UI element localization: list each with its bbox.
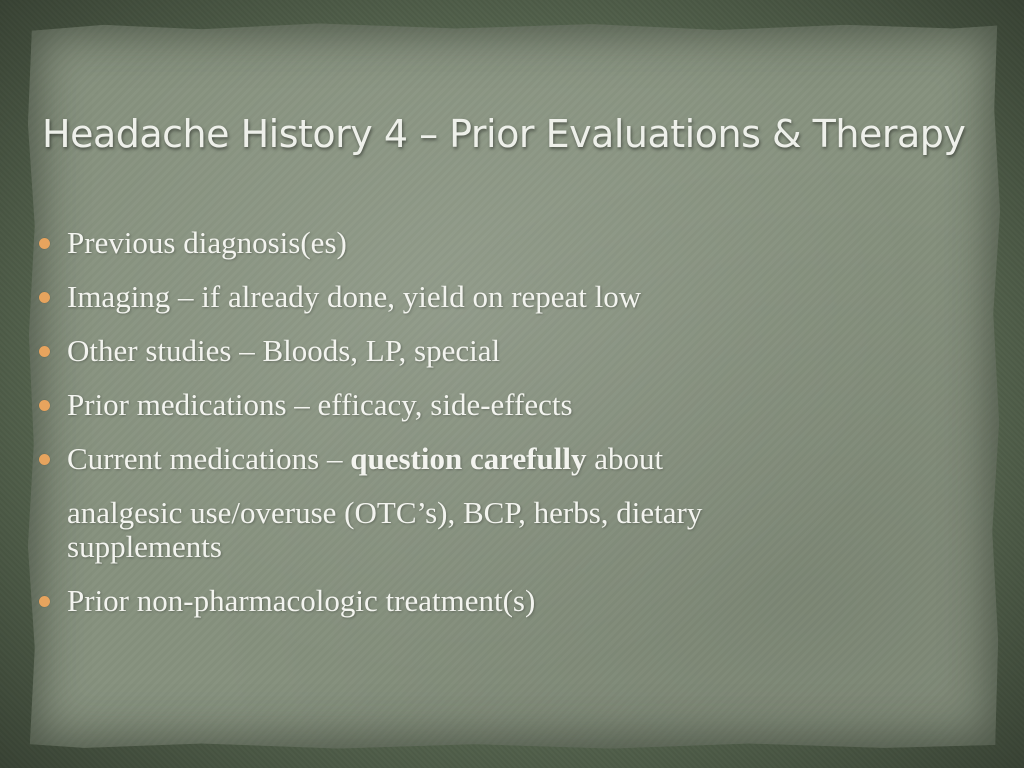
list-item	[36, 224, 936, 262]
bullet-text-end: about	[586, 441, 664, 476]
list-item	[36, 332, 936, 370]
slide-title: Headache History 4 – Prior Evaluations & Therapy	[42, 112, 966, 156]
list-item	[36, 582, 936, 620]
bullet-text: Other studies – Bloods, LP, special	[67, 333, 501, 368]
bullet-icon	[39, 346, 50, 357]
bullet-list	[36, 224, 936, 636]
list-item	[36, 440, 936, 566]
bullet-icon	[39, 596, 50, 607]
bullet-text: Prior medications – efficacy, side-effects	[67, 387, 573, 422]
bullet-continuation-line: analgesic use/overuse (OTC’s), BCP, herbs, dietary	[67, 495, 703, 530]
bullet-continuation-line: supplements	[67, 529, 222, 564]
bullet-text-start: Current medications –	[67, 441, 351, 476]
bullet-text: Previous diagnosis(es)	[67, 225, 347, 260]
bullet-icon	[39, 454, 50, 465]
bullet-text: Prior non-pharmacologic treatment(s)	[67, 583, 536, 618]
bullet-icon	[39, 292, 50, 303]
bullet-text: Imaging – if already done, yield on repeat low	[67, 279, 642, 314]
bullet-icon	[39, 238, 50, 249]
list-item	[36, 386, 936, 424]
bullet-icon	[39, 400, 50, 411]
list-item	[36, 278, 936, 316]
bullet-text-bold: question carefully	[350, 441, 587, 476]
